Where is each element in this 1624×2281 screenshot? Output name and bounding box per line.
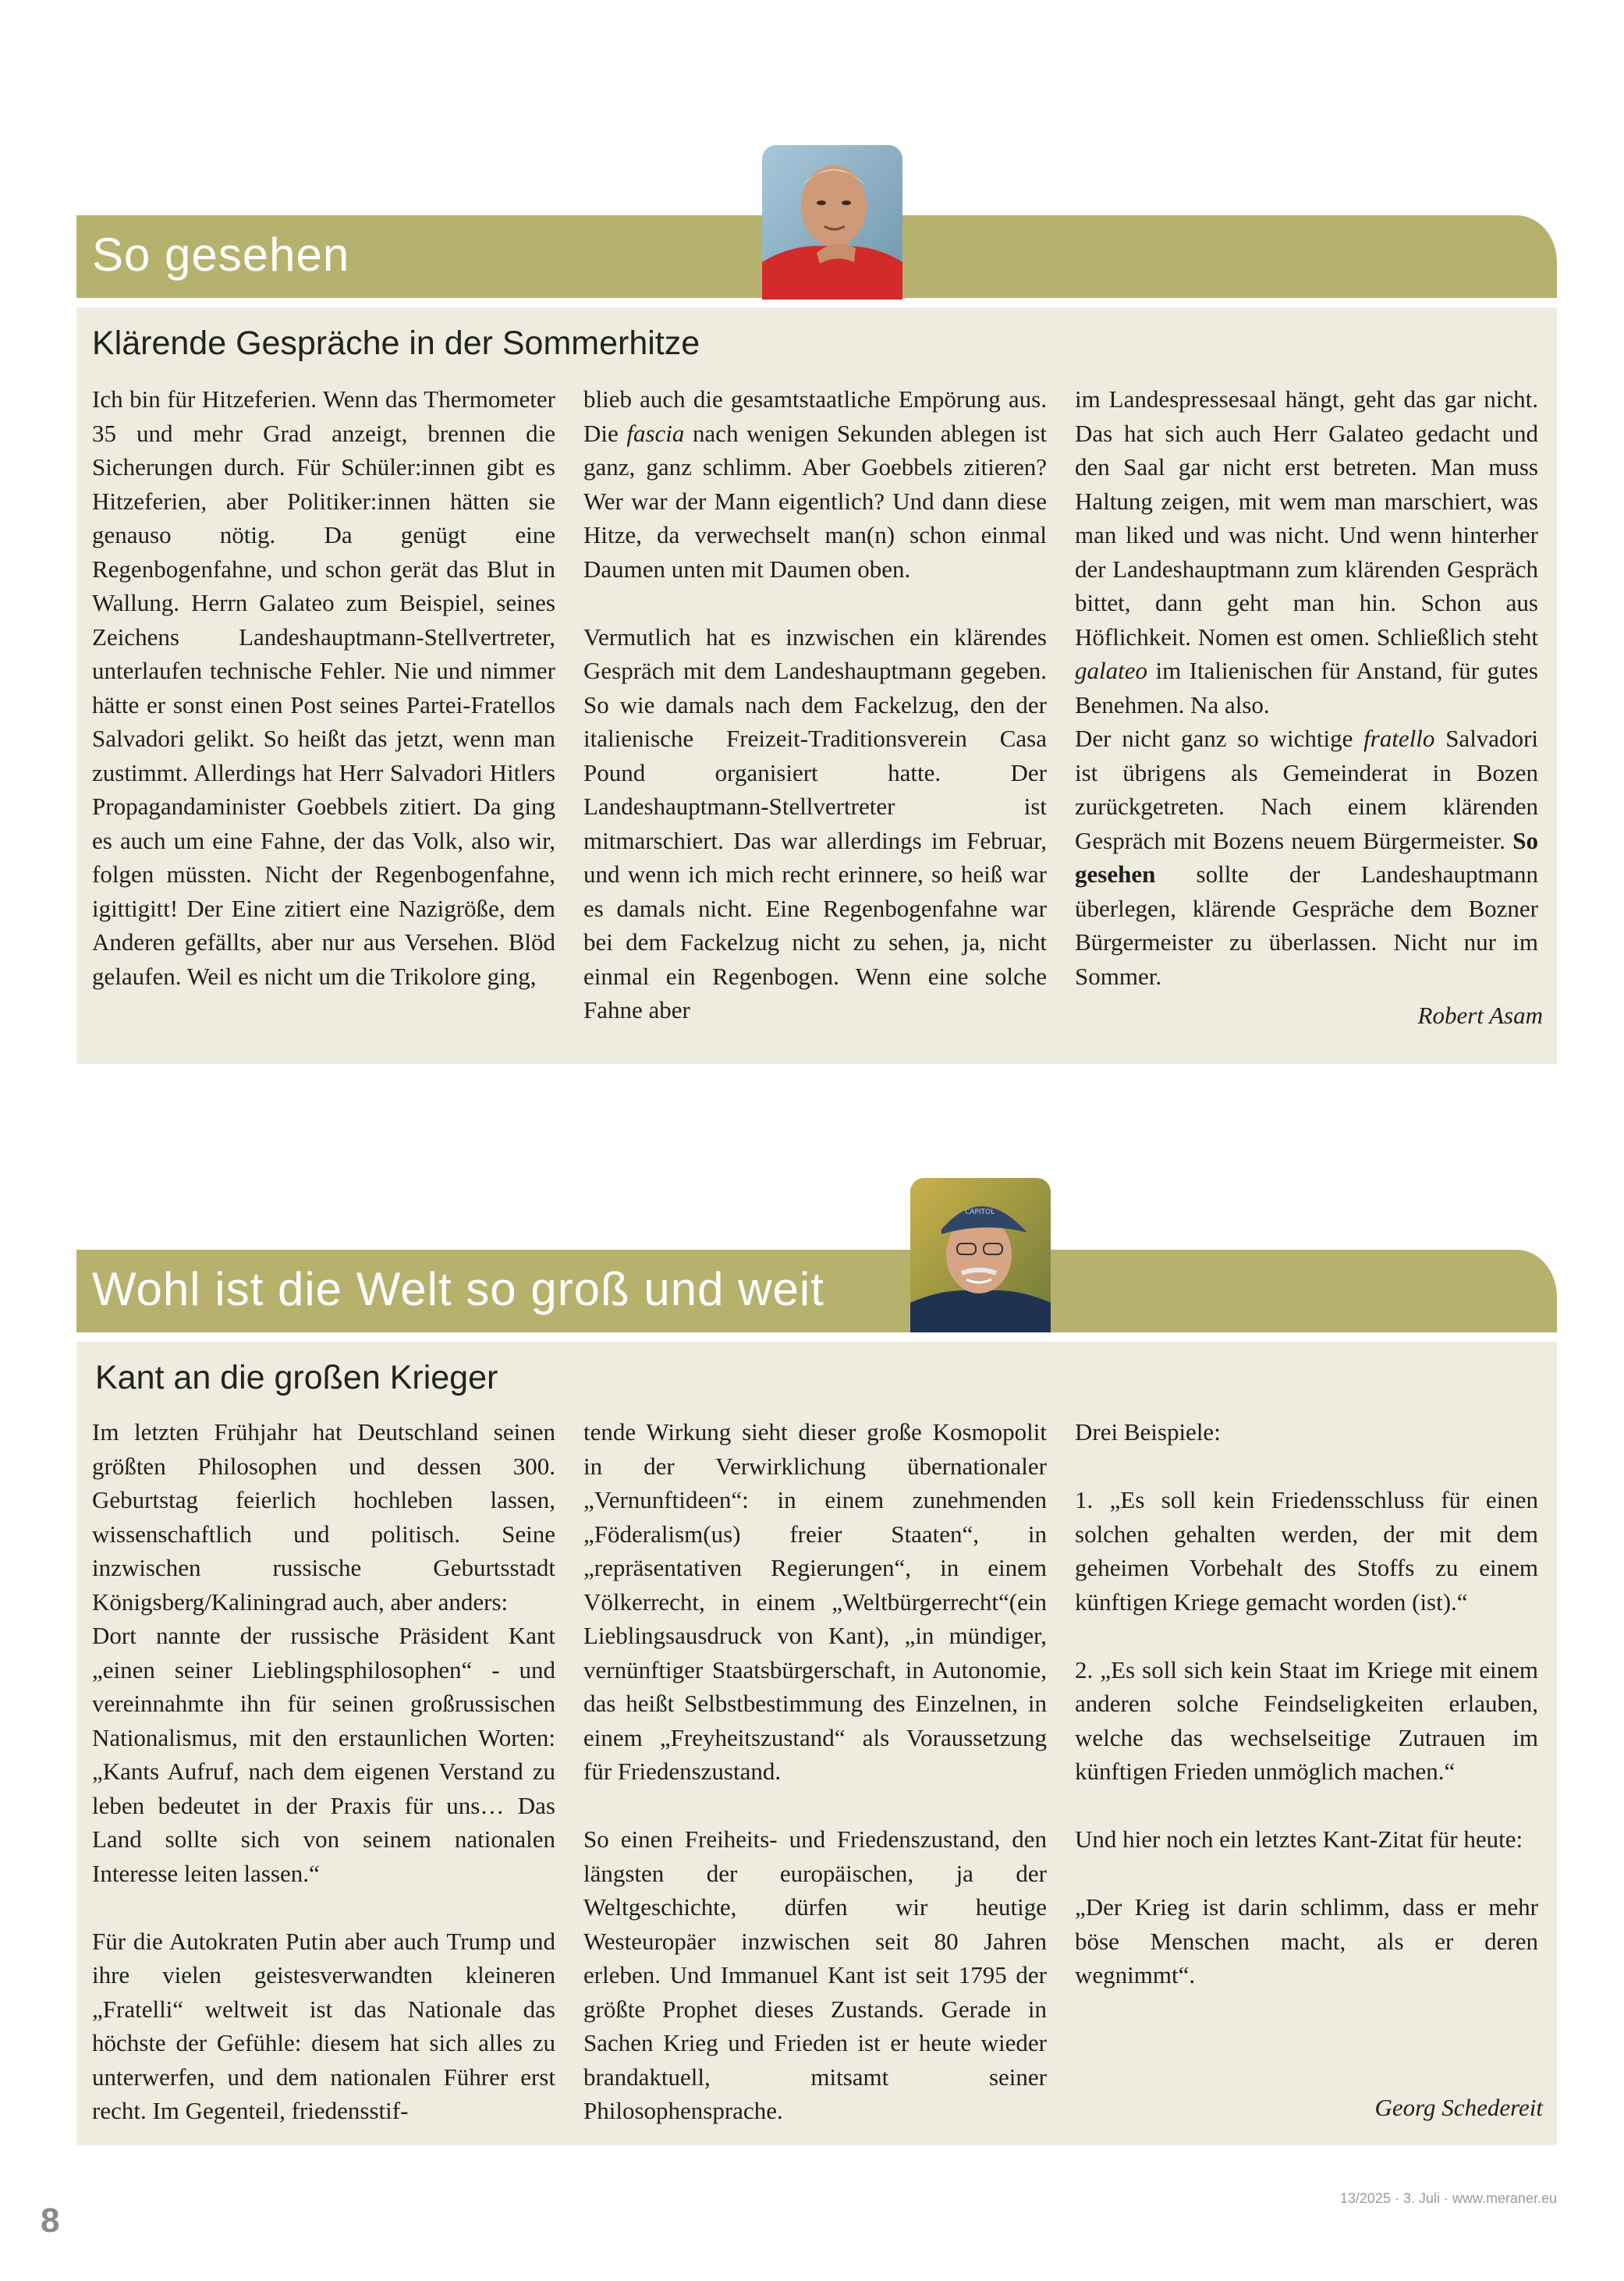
paragraph: Im letzten Frühjahr hat Deutschland seinen größten Philosophen und dessen 300. Geburtstag feierlich hochleben lassen, wissenschaftlich und politisch. Seine inzwischen russische Geburtsstadt Königsberg/Kaliningrad auch, aber anders: bbox=[92, 1418, 555, 1616]
article-subtitle: Kant an die großen Krieger bbox=[95, 1359, 498, 1396]
issue-info: 13/2025 · 3. Juli · www.meraner.eu bbox=[1339, 2191, 1557, 2206]
article-wohl-ist-die-welt bbox=[76, 1208, 1557, 2145]
article-body-box bbox=[76, 1342, 1557, 2145]
author-name: Robert Asam bbox=[1417, 1002, 1543, 1029]
section-title: Wohl ist die Welt so groß und weit bbox=[92, 1263, 824, 1315]
article-so-gesehen bbox=[76, 215, 1557, 1064]
text-column-1 bbox=[92, 382, 555, 1027]
paragraph: „Der Krieg ist darin schlimm, dass er mehr böse Menschen macht, als er deren wegnimmt“. bbox=[1075, 1893, 1538, 1988]
paragraph: im Landespressesaal hängt, geht das gar nicht. Das hat sich auch Herr Galateo gedacht und den Saal gar nicht erst betreten. Man muss Haltung zeigen, mit wem man marschiert, was man liked und was nicht. Und wenn hinterher der Landeshauptmann zum klärenden Gespräch bittet, dann geht man hin. Schon aus Höflichkeit. Nomen est omen. Schließlich steht galateo im Italienischen für Anstand, für gutes Benehmen. Na also. bbox=[1075, 385, 1538, 718]
svg-text:CAPITOL: CAPITOL bbox=[965, 1208, 995, 1216]
author-portrait-image bbox=[762, 145, 902, 300]
text-column-2 bbox=[583, 382, 1047, 1027]
paragraph: Ich bin für Hitzeferien. Wenn das Thermometer 35 und mehr Grad anzeigt, brennen die Sicherungen durch. Für Schüler:innen gibt es Hitzeferien, aber Politiker:innen hätten sie genauso nötig. Da genügt eine Regenbogenfahne, und schon gerät das Blut in Wallung. Herrn Galateo zum Beispiel, seines Zeichens Landeshauptmann-Stellvertreter, unterlaufen technische Fehler. Nie und nimmer hätte er sonst einen Post seines Partei-Fratellos Salvadori gelikt. So heißt das jetzt, wenn man zustimmt. Allerdings hat Herr Salvadori Hitlers Propagandaminister Goebbels zitiert. Da ging es auch um eine Fahne, der das Volk, also wir, folgen müssten. Nicht der Regenbogenfahne, igittigitt! Der Eine zitiert eine Nazigröße, dem Anderen gefällts, aber nur aus Versehen. Blöd gelaufen. Weil es nicht um die Trikolore ging, bbox=[92, 385, 555, 990]
paragraph: 1. „Es soll kein Friedensschluss für einen solchen gehalten werden, der mit dem geheimen Vorbehalt des Stoffs zu einem künftigen Kriege gemacht worden (ist).“ bbox=[1075, 1486, 1538, 1616]
paragraph: blieb auch die gesamtstaatliche Empörung aus. Die fascia nach wenigen Sekunden ablegen ist ganz, ganz schlimm. Aber Goebbels zitieren? Wer war der Mann eigentlich? Und dann diese Hitze, da verwechselt man(n) schon einmal Daumen unten mit Daumen oben. bbox=[583, 385, 1047, 583]
article-body-box bbox=[76, 307, 1557, 1064]
paragraph: So einen Freiheits- und Friedenszustand, den längsten der europäischen, ja der Weltgeschichte, dürfen wir heutige Westeuropäer inzwischen seit 80 Jahren erleben. Und Immanuel Kant ist seit 1795 der größte Prophet dieses Zustands. Gerade in Sachen Krieg und Frieden ist er heute wieder brandaktuell, mitsamt seiner Philosophensprache. bbox=[583, 1825, 1047, 2124]
article-columns bbox=[92, 1415, 1538, 2128]
article-subtitle: Klärende Gespräche in der Sommerhitze bbox=[92, 325, 700, 362]
author-name: Georg Schedereit bbox=[1374, 2094, 1543, 2121]
paragraph: 2. „Es soll sich kein Staat im Kriege mit einem anderen solche Feindseligkeiten erlauben, welche das wechselseitige Zutrauen im künftigen Frieden unmöglich machen.“ bbox=[1075, 1655, 1538, 1785]
paragraph: Vermutlich hat es inzwischen ein klärendes Gespräch mit dem Landeshauptmann gegeben. So wie damals nach dem Fackelzug, den der italienische Freizeit-Traditionsverein Casa Pound organisiert hatte. Der Landeshauptmann-Stellvertreter ist mitmarschiert. Das war allerdings im Februar, und wenn ich mich recht erinnere, so heiß war es damals nicht. Eine Regenbogenfahne war bei dem Fackelzug nicht zu sehen, ja, nicht einmal ein Regenbogen. Wenn eine solche Fahne aber bbox=[583, 623, 1047, 1023]
section-header-bar bbox=[76, 1250, 1557, 1332]
text-column-2 bbox=[583, 1415, 1047, 2128]
paragraph: Drei Beispiele: bbox=[1075, 1418, 1221, 1446]
text-column-3 bbox=[1075, 1415, 1538, 2128]
paragraph: Der nicht ganz so wichtige fratello Salvadori ist übrigens als Gemeinderat in Bozen zurückgetreten. Nach einem klärenden Gespräch mit Bozens neuem Bürgermeister. So gesehen sollte der Landeshauptmann überlegen, klärende Gespräche dem Bozner Bürgermeister zu überlassen. Nicht nur im Sommer. bbox=[1075, 725, 1539, 990]
section-title: So gesehen bbox=[92, 229, 350, 281]
paragraph: tende Wirkung sieht dieser große Kosmopolit in der Verwirklichung übernationaler „Vernunftideen“: in einem zunehmenden „Föderalism(us) freier Staaten“, in „repräsentativen Regierungen“, in einem Völkerrecht, in einem „Weltbürgerrecht“(ein Lieblingsausdruck von Kant), „in mündiger, vernünftiger Staatsbürgerschaft, in Autonomie, das heißt Selbstbestimmung des Einzelnen, in einem „Freyheitszustand“ als Voraussetzung für Friedenszustand. bbox=[583, 1418, 1047, 1785]
paragraph: Und hier noch ein letztes Kant-Zitat für heute: bbox=[1075, 1825, 1523, 1853]
text-column-3 bbox=[1075, 382, 1538, 1027]
page-number: 8 bbox=[41, 2201, 60, 2240]
article-columns bbox=[92, 382, 1538, 1027]
paragraph: Für die Autokraten Putin aber auch Trump und ihre vielen geistesverwandten kleineren „Fratelli“ weltweit ist das Nationale das höchste der Gefühle: diesem hat sich alles zu unterwerfen, und dem nationalen Führer erst recht. Im Gegenteil, friedensstif- bbox=[92, 1927, 555, 2124]
author-portrait-image bbox=[910, 1178, 1051, 1332]
paragraph: Dort nannte der russische Präsident Kant „einen seiner Lieblingsphilosophen“ - und vereinnahmte ihn für seinen großrussischen Nationalismus, mit den erstaunlichen Worten: „Kants Aufruf, nach dem eigenen Verstand zu leben bedeutet in der Praxis für uns… Das Land sollte sich von seinem nationalen Interesse leiten lassen.“ bbox=[92, 1622, 555, 1887]
text-column-1 bbox=[92, 1415, 555, 2128]
